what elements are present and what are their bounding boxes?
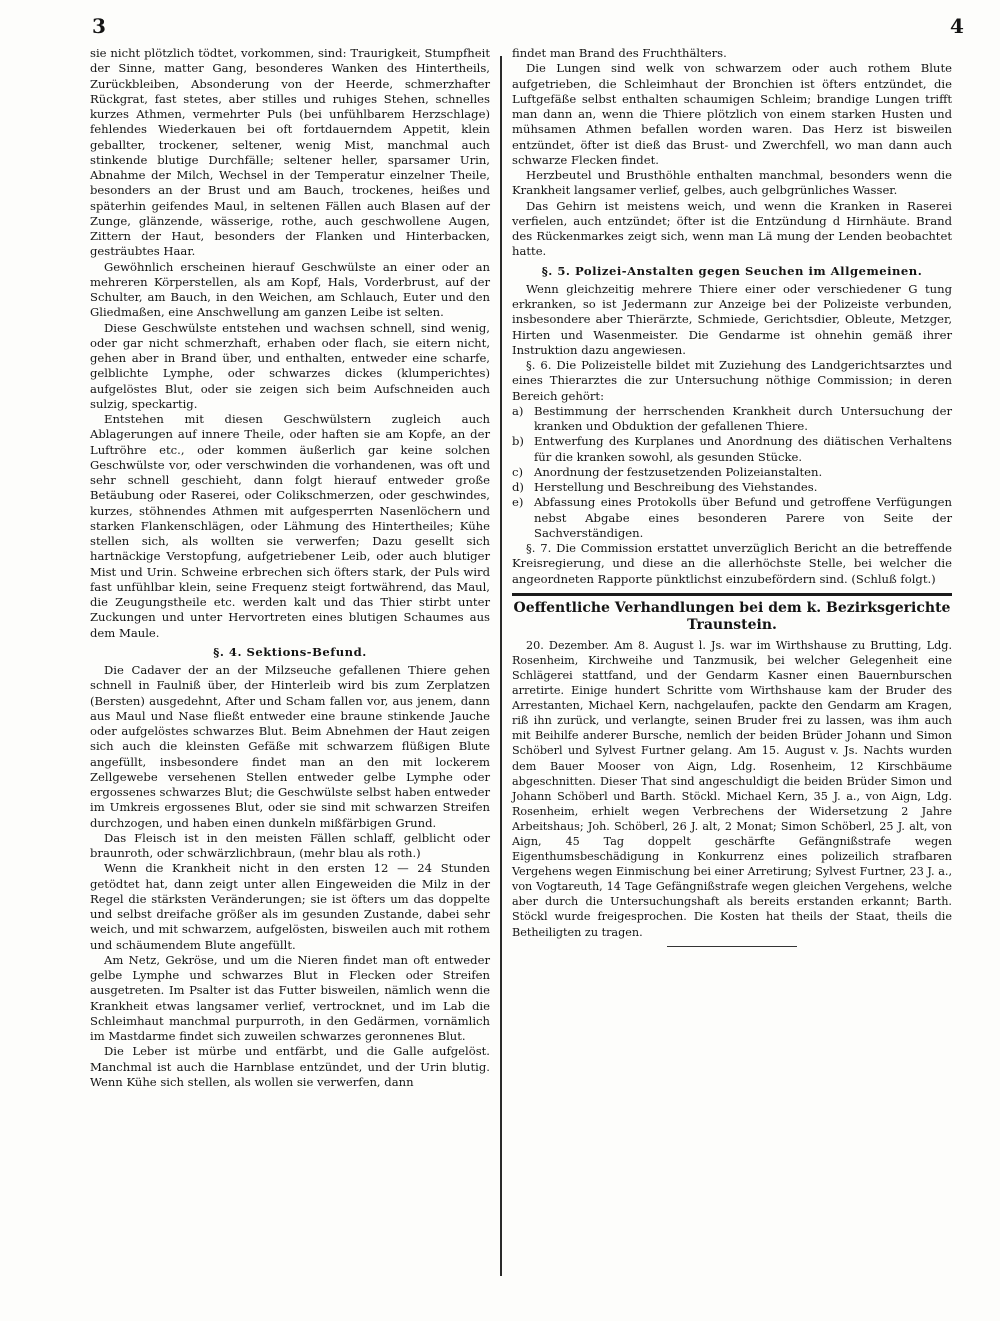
paragraph-swellings: Gewöhnlich erscheinen hierauf Geschwülste an einer oder an mehreren Körperstellen, als am Kopf, Hals, Vorderbrust, auf der Schulter, am Bauch, in den Weichen, am Schlauch, Euter und den Gliedmaßen, eine Anschwellung am ganzen Leibe ist selten. [90,259,490,320]
list-item [512,465,952,480]
paragraph-section-6: §. 6. Die Polizeistelle bildet mit Zuziehung des Landgerichtsarztes und eines Thierarztes die zur Untersuchung nöthige Commission; in deren Bereich gehört: [512,358,952,403]
section-heading-4: §. 4. Sektions-Befund. [213,644,367,659]
news-report: 20. Dezember. Am 8. August l. Js. war im Wirthshause zu Brutting, Ldg. Rosenheim, Kirchweihe und Tanzmusik, bei welcher Gelegenheit eine Schlägerei stattfand, und der Gendarm Kasner einen Bauernburschen arretirte. Einige hundert Schritte vom Wirthshause kam der Bruder des Arrestanten, Michael Kern, nachgelaufen, packte den Gendarm am Kragen, riß ihn zurück, und verlangte, seinen Bruder frei zu lassen, was ihm auch mit Beihilfe anderer Bursche, nemlich der beiden Brüder Johann und Simon Schöberl und Sylvest Furtner gelang. Am 15. August v. Js. Nachts wurden dem Bauer Mooser von Aign, Ldg. Rosenheim, 12 Kirschbäume abgeschnitten. Dieser That sind angeschuldigt die beiden Brüder Simon und Johann Schöberl und Barth. Stöckl. Michael Kern, 35 J. a., von Aign, Ldg. Rosenheim, erhielt wegen Verbrechens der Widersetzung 2 Jahre Arbeitshaus; Joh. Schöberl, 26 J. alt, 2 Monat; Simon Schöberl, 25 J. alt, von Aign, 45 Tag doppelt geschärfte Gefängnißstrafe wegen Eigenthumsbeschädigung in Konkurrenz eines polizeilich strafbaren Vergehens wegen Einmischung bei einer Arretirung; Sylvest Furtner, 23 J. a., von Vogtareuth, 14 Tage Gefängnißstrafe wegen gleichen Vergehens, welche aber durch die Untersuchungshaft als bereits erstanden erkannt; Barth. Stöckl wurde freigesprochen. Die Kosten hat theils der Staat, theils die Betheiligten zu tragen. [512,638,952,939]
list-item-text: Entwerfung des Kurplanes und Anordnung des diätischen Verhaltens für die kranken sowohl, als gesunden Stücke. [534,434,952,464]
list-item-text: Herstellung und Beschreibung des Viehstandes. [534,480,818,494]
page-number-right: 4 [950,14,964,38]
list-item-letter: b) [512,434,524,449]
section-rule [512,593,952,596]
paragraph-symptoms: sie nicht plötzlich tödtet, vorkommen, sind: Traurigkeit, Stumpfheit der Sinne, matter Gang, besonderes Wanken des Hintertheils, Zurückbleiben, Absonderung von der Heerde, schmerzhafter Rückgrat, fast stetes, aber stilles und ruhiges Stehen, schnelles kurzes Athmen, vermehrter Puls (bei unfühlbarem Herzschlage) fehlendes Wiederkauen bei oft fortdauerndem Appetit, klein geballter, trockener, seltener, wenig Mist, manchmal auch stinkende blutige Durchfälle; seltener heller, sparsamer Urin, Abnahme der Milch, Wechsel in der Temperatur einzelner Theile, besonders an der Brust und am Bauch, trockenes, heißes und späterhin geifendes Maul, in seltenen Fällen auch Blasen auf der Zunge, glänzende, wässerige, rothe, auch geschwollene Augen, Zittern der Haut, besonders der Flanken und Hinterbacken, gesträubtes Haar. [90,46,490,259]
column-divider [500,56,502,1276]
paragraph-internal-deposits: Entstehen mit diesen Geschwülstern zugleich auch Ablagerungen auf innere Theile, oder haften sie am Kopfe, an der Luftröhre etc., oder kommen äußerlich gar keine solchen Geschwülste vor, oder verschwinden die vorhandenen, was oft und sehr schnell geschieht, dann folgt hierauf entweder große Betäubung oder Raserei, oder Colikschmerzen, oder geschwindes, kurzes, stöhnendes Athmen mit aufgesperrten Nasenlöchern und starken Flankenschlägen, oder Lähmung des Hintertheiles; Kühe stellen sich, als wollten sie verwerfen; Dazu gesellt sich hartnäckige Verstopfung, aufgetriebener Leib, oder auch blutiger Mist und Urin. Schweine erbrechen sich öfters stark, der Puls wird fast unfühlbar klein, seine Frequenz steigt fortwährend, das Maul, die Zeugungstheile etc. werden kalt und das Thier stirbt unter Zuckungen und unter Hervortreten eines blutigen Schaumes aus dem Maule. [90,412,490,640]
list-item [512,404,952,435]
paragraph-mesentery: Am Netz, Gekröse, und um die Nieren findet man oft entweder gelbe Lymphe und schwarzes Blut in Flecken oder Streifen ausgetreten. Im Psalter ist das Futter bisweilen, nämlich wenn die Krankheit etwas langsamer verlief, vertrocknet, und im Lab die Schleimhaut manchmal purpurroth, in den Gedärmen, vornämlich im Mastdarme findet sich zuweilen schwarzes geronnenes Blut. [90,952,490,1043]
list-item-text: Anordnung der festzusetzenden Polizeianstalten. [534,464,823,479]
paragraph-spleen: Wenn die Krankheit nicht in den ersten 12 — 24 Stunden getödtet hat, dann zeigt unter allen Eingeweiden die Milz in der Regel die stärksten Veränderungen; sie ist öfters um das doppelte und selbst dreifache größer als im gesunden Zustande, dabei sehr weich, und mit schwarzem, aufgelösten, bisweilen auch mit rothem und schäumendem Blute angefüllt. [90,861,490,952]
paragraph-reporting-duty: Wenn gleichzeitig mehrere Thiere einer oder verschiedener G tung erkranken, so ist Jedermann zur Anzeige bei der Polizeiste verbunden, insbesondere aber Thierärzte, Schmiede, Gerichtsdier, Obleute, Metzger, Hirten und Wasenmeister. Die Gendarme ist ohnehin gemäß ihrer Instruktion dazu angewiesen. [512,281,952,357]
page-number-left: 3 [92,14,106,38]
paragraph-swelling-growth: Diese Geschwülste entstehen und wachsen schnell, sind wenig, oder gar nicht schmerzhaft, erhaben oder flach, sie eitern nicht, gehen aber in Brand über, und enthalten, entweder eine scharfe, gelblichte Lymphe, oder schwarzes dickes (klumperichtes) aufgelöstes Blut, oder sie zeigen sich beim Aufschneiden auch sulzig, speckartig. [90,320,490,411]
commission-duties-list [512,404,952,541]
paragraph-flesh: Das Fleisch ist in den meisten Fällen schlaff, gelblicht oder braunroth, oder schwärzlichbraun, (mehr blau als roth.) [90,830,490,860]
list-item [512,434,952,465]
paragraph-pericardium: Herzbeutel und Brusthöhle enthalten manchmal, besonders wenn die Krankheit langsamer verlief, gelbes, auch gelbgrünliches Wasser. [512,168,952,198]
paragraph-cadaver: Die Cadaver der an der Milzseuche gefallenen Thiere gehen schnell in Faulniß über, der Hinterleib wird bis zum Zerplatzen (Bersten) ausgedehnt, After und Scham fallen vor, aus jenem, dann aus Maul und Nase fließt entweder eine braune stinkende Jauche oder aufgelöstes schwarzes Blut. Beim Abnehmen der Haut zeigen sich auch die kleinsten Gefäße mit schwarzem flüßigen Blute angefüllt, insbesondere findet man an den mit lockerem Zellgewebe versehenen Stellen entweder gelbe Lymphe oder ergossenes schwarzes Blut; die Geschwülste selbst haben entweder im Umkreis ergossenes Blut, oder sie sind mit schwarzen Streifen durchzogen, und haben einen dunkeln mißfärbigen Grund. [90,663,490,830]
left-column [90,46,490,1090]
list-item [512,495,952,541]
list-item-letter: c) [512,464,524,479]
paragraph-uterus: findet man Brand des Fruchthälters. [512,46,727,60]
list-item-letter: a) [512,403,524,418]
paragraph-liver: Die Leber ist mürbe und entfärbt, und die Galle aufgelöst. Manchmal ist auch die Harnblase entzündet, und der Urin blutig. Wenn Kühe sich stellen, als wollen sie verwerfen, dann [90,1044,490,1089]
section-heading-5: §. 5. Polizei-Anstalten gegen Seuchen im Allgemeinen. [541,263,923,278]
list-item-letter: e) [512,495,524,510]
list-item [512,480,952,495]
end-rule [667,946,797,947]
list-item-text: Bestimmung der herrschenden Krankheit durch Untersuchung der kranken und Obduktion der gefallenen Thiere. [534,403,952,433]
list-item-letter: d) [512,480,524,494]
paragraph-lungs: Die Lungen sind welk von schwarzem oder auch rothem Blute aufgetrieben, die Schleimhaut der Bronchien ist öfters entzündet, die Luftgefäße selbst enthalten schaumigen Schleim; brandige Lungen trifft man dann an, wenn die Thiere plötzlich von einem starken Husten und mühsamen Athmen befallen worden waren. Das Herz ist bisweilen entzündet, öfter ist dieß das Brust- und Zwerchfell, wo man dann auch schwarze Flecken findet. [512,61,952,167]
list-item-text: Abfassung eines Protokolls über Befund und getroffene Verfügungen nebst Abgabe eines besonderen Parere von Seite der Sachverständigen. [534,495,952,540]
paragraph-section-7: §. 7. Die Commission erstattet unverzüglich Bericht an die betreffende Kreisregierung, und diese an die allerhöchste Stelle, bei welcher die angeordneten Rapporte pünktlichst einzubefördern sind. (Schluß folgt.) [512,541,952,586]
news-headline: Oeffentliche Verhandlungen bei dem k. Bezirksgerichte Traunstein. [513,599,951,633]
right-column [512,46,952,947]
paragraph-brain: Das Gehirn ist meistens weich, und wenn die Kranken in Raserei verfielen, auch entzündet; öfter ist die Entzündung d Hirnhäute. Brand des Rückenmarkes zeigt sich, wenn man Lä mung der Lenden beobachtet hatte. [512,198,952,259]
